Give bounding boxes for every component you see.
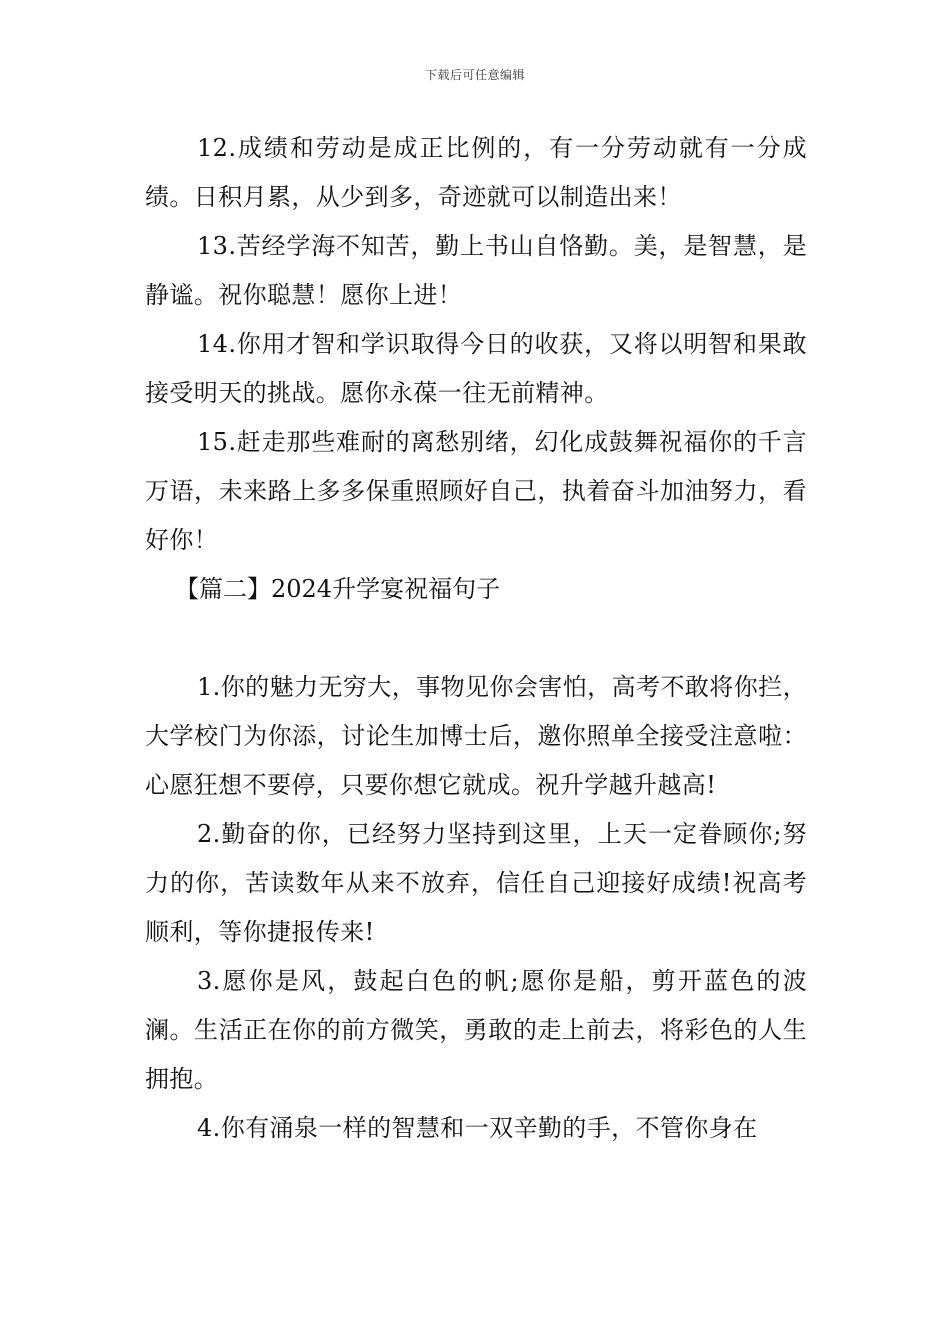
document-body	[145, 124, 807, 1153]
paragraph-12: 12.成绩和劳动是成正比例的，有一分劳动就有一分成绩。日积月累，从少到多，奇迹就可以制造出来！	[145, 134, 807, 211]
paragraph-3: 3.愿你是风，鼓起白色的帆;愿你是船，剪开蓝色的波澜。生活正在你的前方微笑，勇敢的走上前去，将彩色的人生拥抱。	[145, 967, 807, 1093]
blank-line	[145, 614, 807, 663]
paragraph-15: 15.赶走那些难耐的离愁别绪，幻化成鼓舞祝福你的千言万语，未来路上多多保重照顾好自己，执着奋斗加油努力，看好你！	[145, 428, 807, 554]
paragraph-4: 4.你有涌泉一样的智慧和一双辛勤的手，不管你身在	[197, 1114, 758, 1142]
paragraph-2: 2.勤奋的你，已经努力坚持到这里，上天一定眷顾你;努力的你，苦读数年从来不放弃，信任自己迎接好成绩!祝高考顺利，等你捷报传来!	[145, 820, 807, 946]
paragraph-1: 1.你的魅力无穷大，事物见你会害怕，高考不敢将你拦，大学校门为你添，讨论生加博士后，邀你照单全接受注意啦：心愿狂想不要停，只要你想它就成。祝升学越升越高!	[145, 673, 807, 799]
section-heading: 【篇二】2024升学宴祝福句子	[175, 575, 501, 603]
page-header: 下载后可任意编辑	[424, 68, 525, 82]
paragraph-13: 13.苦经学海不知苦，勤上书山自恪勤。美，是智慧，是静谧。祝你聪慧！愿你上进！	[145, 232, 807, 309]
paragraph-14: 14.你用才智和学识取得今日的收获，又将以明智和果敢接受明天的挑战。愿你永葆一往无前精神。	[145, 330, 807, 407]
